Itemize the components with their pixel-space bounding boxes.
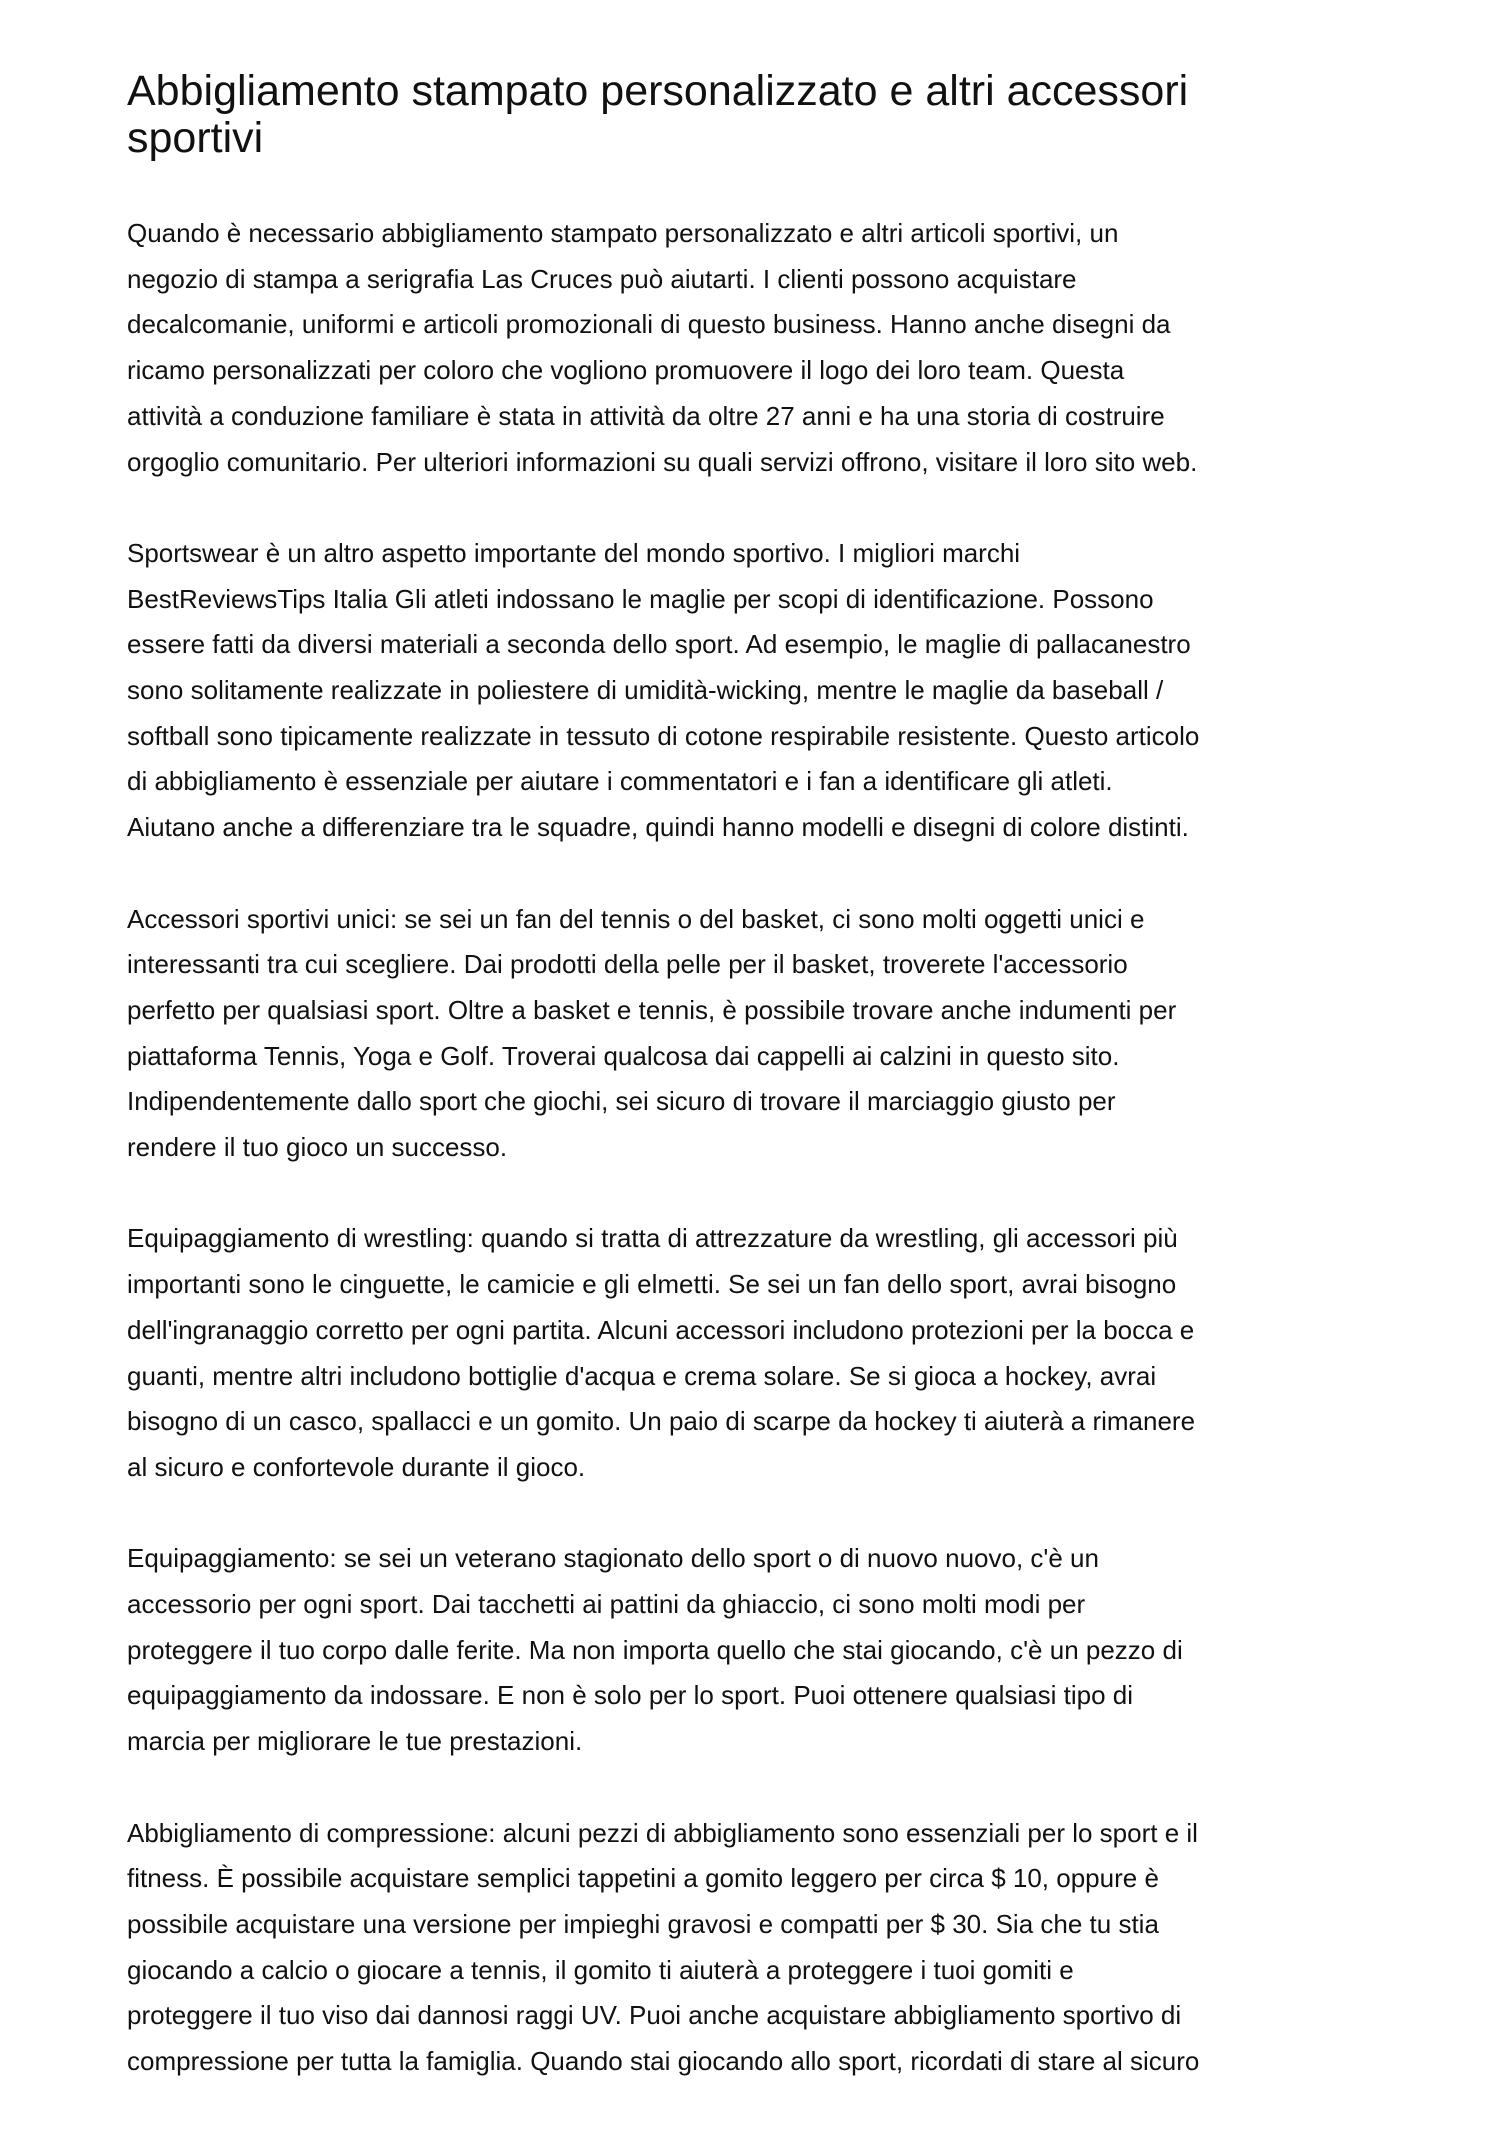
paragraph-line: di abbigliamento è essenziale per aiutare i commentatori e i fan a identificare gli atleti. [127,766,1113,797]
paragraph-line: Equipaggiamento: se sei un veterano stagionato dello sport o di nuovo nuovo, c'è un [127,1543,1099,1574]
paragraph-line: essere fatti da diversi materiali a seconda dello sport. Ad esempio, le maglie di pallacanestro [127,629,1191,660]
paragraph-line: Accessori sportivi unici: se sei un fan del tennis o del basket, ci sono molti oggetti unici e [127,903,1145,934]
paragraph-line: compressione per tutta la famiglia. Quando stai giocando allo sport, ricordati di stare al sicuro [127,2046,1200,2077]
paragraph-line: decalcomanie, uniformi e articoli promozionali di questo business. Hanno anche disegni da [127,309,1171,340]
paragraph-line: perfetto per qualsiasi sport. Oltre a basket e tennis, è possibile trovare anche indumenti per [127,994,1177,1025]
paragraph-line: proteggere il tuo corpo dalle ferite. Ma non importa quello che stai giocando, c'è un pezzo di [127,1634,1183,1665]
paragraph-line: interessanti tra cui scegliere. Dai prodotti della pelle per il basket, troverete l'accessorio [127,949,1128,980]
paragraph-line: orgoglio comunitario. Per ulteriori informazioni su quali servizi offrono, visitare il loro sito web. [127,446,1198,477]
paragraph [127,1811,1427,2085]
document-page [127,68,1427,2130]
paragraph-line: accessorio per ogni sport. Dai tacchetti ai pattini da ghiaccio, ci sono molti modi per [127,1589,1086,1620]
paragraph-line: importanti sono le cinguette, le camicie e gli elmetti. Se sei un fan dello sport, avrai bisogno [127,1269,1177,1300]
paragraph-line: attività a conduzione familiare è stata in attività da oltre 27 anni e ha una storia di costruire [127,400,1165,431]
paragraph [127,1216,1427,1490]
paragraph-line: Quando è necessario abbigliamento stampato personalizzato e altri articoli sportivi, un [127,218,1119,248]
paragraph-line: softball sono tipicamente realizzate in tessuto di cotone respirabile resistente. Questo articolo [127,720,1200,751]
paragraph-line: marcia per migliorare le tue prestazioni. [127,1726,583,1757]
paragraph-line: Abbigliamento di compressione: alcuni pezzi di abbigliamento sono essenziali per lo sport e il [127,1817,1198,1848]
paragraph-line: piattaforma Tennis, Yoga e Golf. Troverai qualcosa dai cappelli ai calzini in questo sito. [127,1040,1120,1071]
paragraph-line: giocando a calcio o giocare a tennis, il gomito ti aiuterà a proteggere i tuoi gomiti e [127,1954,1074,1985]
title-line: sportivi [127,114,264,162]
paragraph-line: negozio di stampa a serigrafia Las Cruces può aiutarti. I clienti possono acquistare [127,263,1077,294]
paragraph-line: guanti, mentre altri includono bottiglie d'acqua e crema solare. Se si gioca a hockey, avrai [127,1360,1157,1391]
paragraph [127,1536,1427,1765]
paragraph-line: Aiutano anche a differenziare tra le squadre, quindi hanno modelli e disegni di colore distinti. [127,812,1189,843]
paragraph-line: possibile acquistare una versione per impieghi gravosi e compatti per $ 30. Sia che tu stia [127,1908,1159,1939]
paragraph-line: Indipendentemente dallo sport che giochi, sei sicuro di trovare il marciaggio giusto per [127,1086,1116,1117]
paragraph-line: fitness. È possibile acquistare semplici tappetini a gomito leggero per circa $ 10, oppure è [127,1863,1159,1894]
paragraph [127,897,1427,1171]
paragraph-line: sono solitamente realizzate in poliestere di umidità-wicking, mentre le maglie da baseball / [127,675,1164,706]
paragraph-line: dell'ingranaggio corretto per ogni partita. Alcuni accessori includono protezioni per la bocca e [127,1314,1195,1345]
article-body [127,211,1427,2085]
paragraph-line: equipaggiamento da indossare. E non è solo per lo sport. Puoi ottenere qualsiasi tipo di [127,1680,1133,1711]
paragraph [127,531,1427,851]
page-title [127,68,1427,162]
paragraph-line: Sportswear è un altro aspetto importante del mondo sportivo. I migliori marchi [127,537,1021,568]
paragraph-line: proteggere il tuo viso dai dannosi raggi UV. Puoi anche acquistare abbigliamento sportivo di [127,2000,1182,2031]
paragraph-line: bisogno di un casco, spallacci e un gomito. Un paio di scarpe da hockey ti aiuterà a rimanere [127,1406,1196,1437]
paragraph-line: al sicuro e confortevole durante il gioco. [127,1451,586,1482]
title-line: Abbigliamento stampato personalizzato e altri accessori [127,67,1189,115]
paragraph-line: Equipaggiamento di wrestling: quando si tratta di attrezzature da wrestling, gli accessori più [127,1223,1178,1254]
paragraph-line: ricamo personalizzati per coloro che vogliono promuovere il logo dei loro team. Questa [127,355,1125,386]
paragraph-line: rendere il tuo gioco un successo. [127,1132,508,1163]
paragraph-line: BestReviewsTips Italia Gli atleti indossano le maglie per scopi di identificazione. Possono [127,583,1154,614]
paragraph [127,211,1427,485]
